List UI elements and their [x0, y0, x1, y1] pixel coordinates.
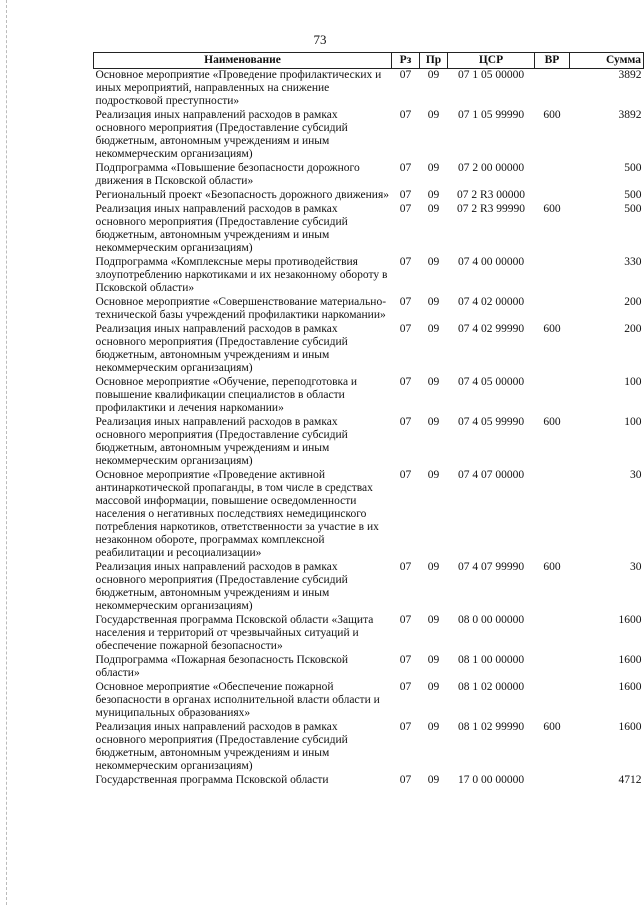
row-sum: 1600 [618, 721, 642, 733]
row-csr: 08 1 02 99990 [457, 721, 525, 733]
table-row [94, 162, 644, 189]
row-pr: 09 [427, 614, 440, 626]
row-sum: 30 [630, 561, 642, 573]
row-name: Основное мероприятие «Совершенствование материально-технической базы учреждений профилактики наркомании» [95, 296, 387, 321]
row-vr: 600 [543, 203, 561, 215]
row-csr: 07 1 05 99990 [457, 109, 525, 121]
row-sum: 500 [624, 203, 642, 215]
row-sum: 3892 [618, 69, 642, 81]
row-vr [535, 469, 570, 561]
table-row [94, 323, 644, 376]
row-sum: 1600 [618, 614, 642, 626]
table-row [94, 203, 644, 256]
row-name: Государственная программа Псковской области [95, 774, 329, 786]
row-pr: 09 [427, 561, 440, 573]
row-csr: 07 4 02 99990 [457, 323, 525, 335]
row-vr: 600 [543, 561, 561, 573]
row-sum: 100 [624, 416, 642, 428]
header-pr: Пр [420, 53, 448, 69]
row-pr: 09 [427, 774, 440, 786]
header-csr: ЦСР [448, 53, 535, 69]
row-vr: 600 [543, 721, 561, 733]
row-name: Подпрограмма «Пожарная безопасность Псковской области» [95, 654, 349, 679]
table-row [94, 721, 644, 774]
row-pr: 09 [427, 323, 440, 335]
row-pr: 09 [427, 162, 440, 174]
header-sum: Сумма [570, 53, 644, 69]
header-name: Наименование [94, 53, 392, 69]
row-name: Реализация иных направлений расходов в рамках основного мероприятия (Предоставление субсидий бюджетным, автономным учреждениям и иным некоммерческим организациям) [95, 416, 348, 467]
row-name: Реализация иных направлений расходов в рамках основного мероприятия (Предоставление субсидий бюджетным, автономным учреждениям и иным некоммерческим организациям) [95, 721, 348, 772]
row-pr: 09 [427, 681, 440, 693]
row-csr: 07 2 00 00000 [457, 162, 525, 174]
row-rz: 07 [399, 203, 412, 215]
row-rz: 07 [399, 109, 412, 121]
row-name: Основное мероприятие «Проведение профилактических и иных мероприятий, направленных на снижение подростковой преступности» [95, 69, 382, 107]
row-csr: 07 4 07 99990 [457, 561, 525, 573]
table-body [94, 69, 644, 789]
row-sum: 3892 [618, 109, 642, 121]
header-vr: ВР [535, 53, 570, 69]
row-sum: 4712 [618, 774, 642, 786]
row-pr: 09 [427, 203, 440, 215]
row-rz: 07 [399, 614, 412, 626]
row-sum: 100 [624, 376, 642, 388]
row-vr [535, 774, 570, 788]
row-csr: 07 2 R3 00000 [456, 189, 526, 201]
row-pr: 09 [427, 654, 440, 666]
table-row [94, 376, 644, 416]
budget-table [93, 52, 644, 788]
row-rz: 07 [399, 774, 412, 786]
row-csr: 07 4 02 00000 [457, 296, 525, 308]
row-rz: 07 [399, 69, 412, 81]
row-pr: 09 [427, 416, 440, 428]
table-row [94, 774, 644, 788]
row-vr [535, 162, 570, 189]
row-sum: 30 [630, 469, 642, 481]
row-name: Основное мероприятие «Проведение активной антинаркотической пропаганды, в том числе в средствах массовой информации, повышение осведомленности населения о негативных последствиях немедицинского потребления наркотиков, ответственности за участие в их незаконном обороте, программах комплексной реабилитации и ресоциализации» [95, 469, 379, 559]
row-vr [535, 256, 570, 296]
table-row [94, 614, 644, 654]
row-name: Реализация иных направлений расходов в рамках основного мероприятия (Предоставление субсидий бюджетным, автономным учреждениям и иным некоммерческим организациям) [95, 561, 348, 612]
row-rz: 07 [399, 654, 412, 666]
row-csr: 07 4 00 00000 [457, 256, 525, 268]
row-name: Подпрограмма «Комплексные меры противодействия злоупотреблению наркотиками и их незаконному обороту в Псковской области» [95, 256, 388, 294]
row-sum: 500 [624, 189, 642, 201]
row-vr: 600 [543, 109, 561, 121]
row-rz: 07 [399, 681, 412, 693]
row-rz: 07 [399, 256, 412, 268]
page-edge [0, 0, 7, 905]
table-row [94, 681, 644, 721]
row-pr: 09 [427, 376, 440, 388]
row-vr [535, 614, 570, 654]
row-name: Реализация иных направлений расходов в рамках основного мероприятия (Предоставление субсидий бюджетным, автономным учреждениям и иным некоммерческим организациям) [95, 203, 348, 254]
row-sum: 330 [624, 256, 642, 268]
row-pr: 09 [427, 109, 440, 121]
row-name: Реализация иных направлений расходов в рамках основного мероприятия (Предоставление субсидий бюджетным, автономным учреждениям и иным некоммерческим организациям) [95, 323, 348, 374]
row-vr: 600 [543, 416, 561, 428]
row-name: Реализация иных направлений расходов в рамках основного мероприятия (Предоставление субсидий бюджетным, автономным учреждениям и иным некоммерческим организациям) [95, 109, 348, 160]
table-row [94, 189, 644, 203]
row-csr: 17 0 00 00000 [457, 774, 525, 786]
row-name: Государственная программа Псковской области «Защита населения и территорий от чрезвычайных ситуаций и обеспечение пожарной безопасности» [95, 614, 374, 652]
row-name: Подпрограмма «Повышение безопасности дорожного движения в Псковской области» [95, 162, 360, 187]
row-csr: 08 1 00 00000 [457, 654, 525, 666]
row-csr: 07 1 05 00000 [457, 69, 525, 81]
row-csr: 07 4 05 99990 [457, 416, 525, 428]
row-vr: 600 [543, 323, 561, 335]
row-pr: 09 [427, 296, 440, 308]
row-rz: 07 [399, 721, 412, 733]
row-rz: 07 [399, 162, 412, 174]
row-vr [535, 681, 570, 721]
row-csr: 07 4 05 00000 [457, 376, 525, 388]
row-sum: 500 [624, 162, 642, 174]
row-name: Основное мероприятие «Обучение, переподготовка и повышение квалификации специалистов в области профилактики и лечения наркомании» [95, 376, 358, 414]
row-sum: 1600 [618, 654, 642, 666]
table-row [94, 109, 644, 162]
table-row [94, 469, 644, 561]
row-vr [535, 376, 570, 416]
row-vr [535, 189, 570, 203]
row-rz: 07 [399, 189, 412, 201]
row-sum: 200 [624, 323, 642, 335]
row-sum: 1600 [618, 681, 642, 693]
row-rz: 07 [399, 296, 412, 308]
row-name: Региональный проект «Безопасность дорожного движения» [95, 189, 389, 201]
row-sum: 200 [624, 296, 642, 308]
row-pr: 09 [427, 189, 440, 201]
row-rz: 07 [399, 376, 412, 388]
row-csr: 07 2 R3 99990 [456, 203, 526, 215]
row-name: Основное мероприятие «Обеспечение пожарной безопасности в органах исполнительной власти области и муниципальных образованиях» [95, 681, 380, 719]
row-vr [535, 69, 570, 110]
table-row [94, 654, 644, 681]
row-rz: 07 [399, 416, 412, 428]
table-row [94, 69, 644, 110]
row-csr: 08 1 02 00000 [457, 681, 525, 693]
header-rz: Рз [392, 53, 420, 69]
table-header-row [94, 53, 644, 69]
row-csr: 08 0 00 00000 [457, 614, 525, 626]
table-row [94, 561, 644, 614]
row-vr [535, 296, 570, 323]
row-rz: 07 [399, 561, 412, 573]
row-rz: 07 [399, 469, 412, 481]
row-pr: 09 [427, 721, 440, 733]
row-vr [535, 654, 570, 681]
table-row [94, 256, 644, 296]
page-number: 73 [313, 32, 327, 47]
row-csr: 07 4 07 00000 [457, 469, 525, 481]
row-pr: 09 [427, 469, 440, 481]
row-rz: 07 [399, 323, 412, 335]
row-pr: 09 [427, 256, 440, 268]
row-pr: 09 [427, 69, 440, 81]
table-row [94, 296, 644, 323]
table-row [94, 416, 644, 469]
